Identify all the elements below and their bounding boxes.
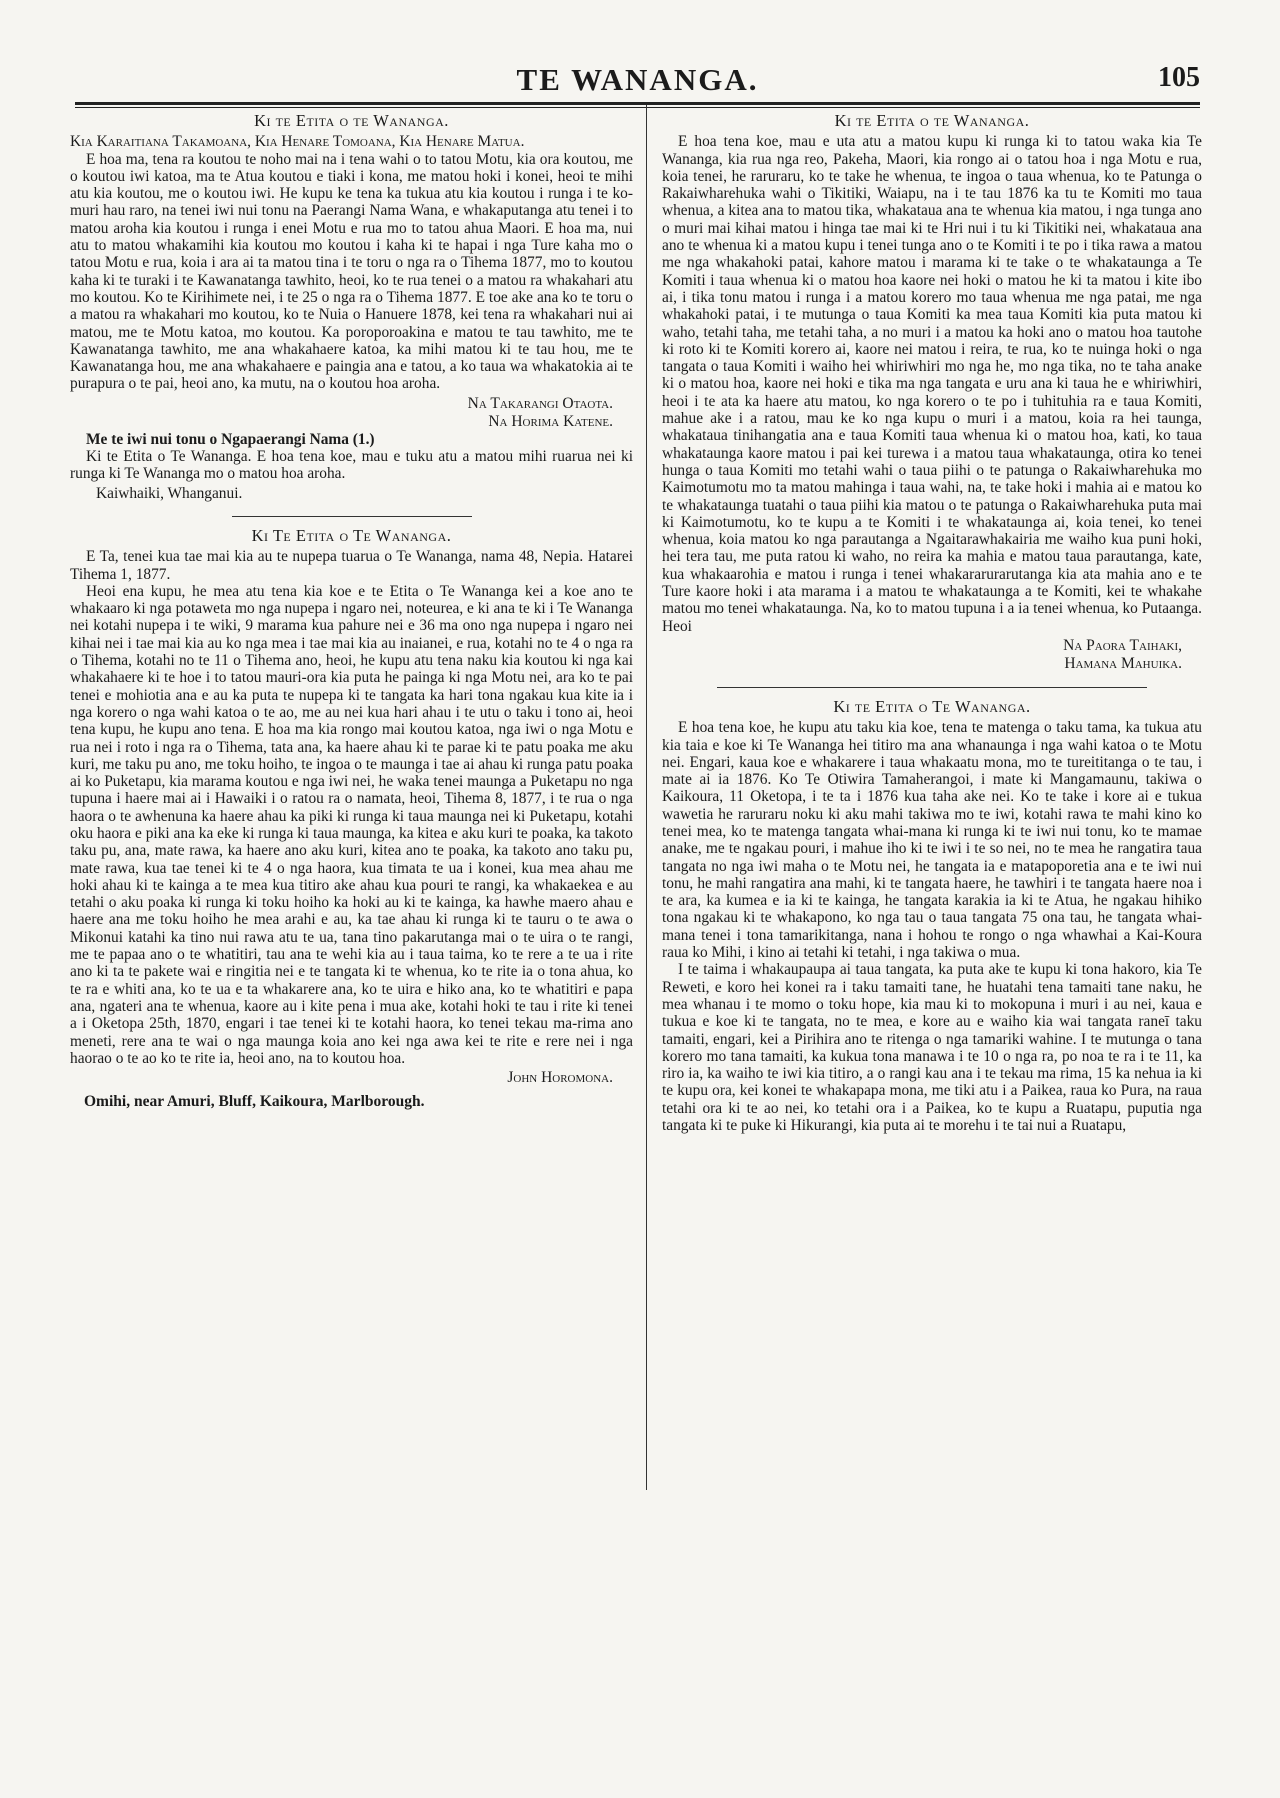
letter-body: E hoa tena koe, he kupu atu taku kia koe, tena te matenga o taku tama, ka tukua atu kia taia e koe ki Te Wananga hei titiro ma ana whanaunga i nga wahi katoa o te Motu nei. Engari, kaua koe e whakarere i taua whakaatu mona, mo te tureititanga o te tau, i mate ai ia 1876. Ko Te Otiwira Tamaherangoi, i mate ki Mangamaunu, takiwa o Kaikoura, 11 Oketopa, i te ta i 1876 kua taha ake nei. Ko te take i kore ai e tukua wawetia he raruraru noku ki aku mahi takiwa mo te iwi, kotahi rawa te mahi kino ko tenei mea, ko te matenga tangata whai-mana ki runga ki te iwi nui tonu, ko te mamae anake, me te ngakau pouri, i mahue iho ki te iwi i te so nei, no te mea he rangatira taua tangata no nga iwi maha o te Motu nei, he tangata ia e matapoporetia ana e te iwi nui tonu, he mahi rangatira ana mahi, ki te tangata haere, he tawhiri i te tangata haere noa i te ara, ka kumea e ia ki te kainga, he tangata karakia ia ki te Atua, he ngakau hihiko tona ngakau ki te whakapono, ko nga tau o taua tangata 75 ona tau, he tangata whai-mana tenei i tona tamarikitanga, nana i hohou te rongo o nga whawhai a Kai-Koura raua ko Mihi, i kino ai tetahi ki tetahi, i nga takiwa o mua. [662, 719, 1202, 962]
letter-signature: John Horomona. [507, 1069, 613, 1087]
signature-line: Na Paora Taihaki, [1063, 636, 1182, 654]
letter-heading: Ki te Etita o te Wananga. [834, 111, 1030, 130]
section-separator [232, 516, 472, 517]
letter-intro: E Ta, tenei kua tae mai kia au te nupepa tuarua o Te Wananga, nama 48, Nepia. Hatarei Tihema 1, 1877. [70, 548, 633, 583]
letter-postscript: Ki te Etita o Te Wananga. E hoa tena koe, mau e tuku atu a matou mihi ruarua nei ki runga ki Te Wananga mo o matou hoa aroha. [70, 448, 633, 483]
newspaper-title: TE WANANGA. [516, 62, 759, 97]
letter-address: Omihi, near Amuri, Bluff, Kaikoura, Marlborough. [84, 1093, 425, 1111]
signature-line: Na Horima Katene. [488, 412, 613, 430]
masthead [75, 62, 1200, 100]
right-column [662, 108, 1202, 1134]
letter-heading: Ki Te Etita o Te Wananga. [251, 525, 452, 545]
signature-line: Hamana Mahuika. [1064, 654, 1182, 672]
section-separator [717, 687, 1147, 688]
letter-heading: Ki te Etita o Te Wananga. [833, 696, 1031, 716]
letter-signatures [662, 637, 1182, 673]
letter-closing: Me te iwi nui tonu o Ngapaerangi Nama (1.) [86, 430, 375, 448]
letter-salutation: Kia Karaitiana Takamoana, Kia Henare Tomoana, Kia Henare Matua. [70, 133, 525, 151]
letter-body: Heoi ena kupu, he mea atu tena kia koe e te Etita o Te Wananga kei a koe ano te whakaaro ki nga potaweta mo nga nupepa i ngaro nei, noteurea, e ki ana te ki i Te Wananga nei kotahi nupepa i te wiki, 9 marama kua pahure nei e 36 ma ono nga nupepa i ngaro nei kihai nei i tae mai kia au ko nga mea i tae mai kia au inaianei, e rua, kotahi no te 4 o nga ra o Tihema, kotahi no te 11 o Tihema ano, heoi, he kupu atu tena naku kia koutou ki nga kai whakahaere ki te hoe i to tatou mauri-ora kia puta he painga ki nga Motu nei, ara ko te pai tenei e mohiotia ana e au ka puta te nupepa ki te tangata ka hari tona ngakau kua kite ia i nga korero o nga wahi katoa o te ao, me au nei kua hari ahau i te utu o taku i tono ai, heoi tena kupu, he kupu ano tena. E hoa ma kia rongo mai koutou katoa, nga iwi o nga Motu e rua nei i roto i nga ra o Tihema, tata ana, ka haere ahau ki te parae ki te patu poaka me aku kuri, me taku pu ano, me toku hoiho, te ingoa o te maunga i tae ai ahau ki runga patu poaka ai ko Puketapu, kia marama koutou e nga iwi nei, he waka tenei maunga a Puketapu no nga tupuna i haere mai ai i Hawaiki i o ratou ra o namata, heoi, Tihema 8, 1877, i te rua o nga haora o te awhenuna ka haere ahau ka piki ki runga ki taua maunga nei ki Puketapu, kotahi oku haora e piki ana ka eke ki runga ki taua maunga, ka kitea e aku kuri te poaka, ka takoto taku pu, ana, mate rawa, ka haere ano aku kuri, kitea ano te poaka, ka takoto ano taku pu, mate rawa, kua tae tenei ki te 4 o nga haora, kua timata te ua i konei, kua mea ahau me hoki ahau ki te kainga a te mea kua titiro ake ahau kua pouri te rangi, ka whakaekea e au tetahi o aku poaka ki runga ki toku hoiho ka hoki au ki te kainga, ka hawhe maero ahau e haere ana me toku hoiho he mea arahi e au, ka tae ahau ki runga ki te tauru o te awa o Mikonui katahi ka tino nui rawa atu te ua, tana tino pakarutanga mai o te uira o te rangi, me te papaa ano o te whatitiri, tau ana te wehi kia au i taua taima, ko te rere a te ua i rite ano ki ta te pakete wai e ringitia nei e te tangata ki te whenua, ko te rite ia o tona ahua, ko te ra e whiti ana, ko te ua e ta whakarere ana, ko te uira e hiko ana, ko te whatitiri e papa ana, ngateri ana te whenua, kaore au i kite pena i mua ake, kotahi hoki te tau i rite ki tenei a i Oketopa 25th, 1870, engari i tae tenei ki te kotahi haora, ko tenei tekau ma-rima ano meneti, rere ana te wai o nga maunga koia ano kei nga awa kei te rite e rere nei i nga haorao o te ao ko te rite ia, heoi ano, na to koutou hoa. [70, 582, 633, 1067]
page-number: 105 [1158, 62, 1200, 93]
column-divider [646, 105, 647, 1490]
letter-place: Kaiwhaiki, Whanganui. [96, 484, 243, 502]
letter-body: E hoa tena koe, mau e uta atu a matou kupu ki runga ki to tatou waka kia Te Wananga, kia rua nga reo, Pakeha, Maori, kia rongo ai o tatou hoa i nga Motu e rua, koia tenei, he raruraru, ko te take he whenua, te ingoa o taua whenua, ko te Patunga o Rakaiwharehuka wahi o Tikitiki, Waiapu, na i te tau 1876 ka tu te Komiti mo taua whenua, a kitea ana to matou tika, whakataua ana te whenua kia matou, i nga tunga ano o muri mai kihai matou i hinga tae mai ki te Hri nui i tu ki Tikitiki nei, whakataua ana ano te whenua ki a matou kupu i tenei tunga ano o te Komiti i te po i tika rawa a matou me nga whakahoki patai, kahore matou i marama ki te take o te whakataunga a Te Komiti i taua whenua ki o matou hoa kaore nei hoki o matou he ki ta matou i kite ibo ai, i tika tonu matou i runga i a matou korero mo taua whenua me nga patai, me nga whakahoki patai, i te mutunga o taua Komiti ka mea taua Komiti kia puta matou ki waho, tetahi taha, me tetahi taha, a no muri i a matou ka hoki ano o matou hoa tautohe ki roto ki te Komiti korero ai, kaore nei matou i reira, te rua, ko te nuinga hoki o nga tangata o taua Komiti i waiho hei whiriwhiri mo nga he, mo nga tika, no te taha anake ki o matou hoa, kaore nei hoki e tika ma nga tangata e uru ana ki taua he e whiriwhiri, heoi i te ata ka haere atu matou, ko nga korero o te po i tuhituhia ra e taua Komiti, mahue ake i a ratou, mau ke ko nga kupu o muri i a matou, koia ra hei taunga, whakataua tinihangatia ana e taua Komiti taua whenua ki o matou hoa, kati, ko taua whakataunga kaore matou i pai kei turewa i a matou taua whakataunga, otira ko tenei hunga o taua Komiti mo tetahi wahi o taua piihi o te patunga o Rakaiwharehuka mo Kaimotumotu mo ta matou mahinga i taua wahi, na, te take hoki i mahia ai e matou ko te whakataunga tuatahi o taua piihi kia matou o te patunga o Rakaiwharehuka puta mai ki Kaimotumotu, ko te kupu a te Komiti i te whakataunga ai, koia tenei, ko tenei whenua, koia matou ko nga parautanga a Ngaitarawhakairia me waiho kua puni hoki, hei tera tau, me puta ratou ki waho, no reira ka mahia e matou taua parautanga, kate, kua whakaarohia e matou i runga i tenei whakararurarutanga kia ata mahia ano e te Ture kaore hoki i ata marama i a matou te whakataunga a te Komiti, kei te whakahe matou mo tenei whakataunga. Na, ko to matou tupuna i a ia tenei whenua, ko Putaanga. Heoi [662, 133, 1202, 635]
letter-body: E hoa ma, tena ra koutou te noho mai na i tena wahi o to tatou Motu, kia ora koutou, me o koutou iwi katoa, ma te Atua koutou e tiaki i kona, me matou hoki i konei, heoi te mihi atu kia koutou, me o koutou iwi. He kupu ke tena ka tukua atu kia koutou i runga i te ko-muri hau raro, na tenei iwi nui tonu na Paerangi Nama Wana, e whakaputanga atu tenei i to matou aroha kia koutou i runga i enei Motu e rua mo to tatou ahua Maori. E hoa ma, nui atu to matou whakamihi kia koutou mo koutou i kaha ki te hapai i nga Ture kaha mo o tatou Motu e rua, koia i ara ai ta matou tina i te toru o nga ra o Tihema 1877, mo to koutou kaha ki te turaki i te Kawanatanga tawhito, heoi, ko te rua tenei o a matou ra whakahari atu mo koutou. Ko te Kirihimete nei, i te 25 o nga ra o Tihema 1877. E toe ake ana ko te toru o a matou ra whakahari mo koutou, ko te Nuia o Hanuere 1878, kei tena ra whakahari nui ai matou, me te Motu katoa, mo koutou. Ka poroporoakina e matou te tau tawhito, me te Kawanatanga tawhito, me ana whakahaere katoa, ka mihi matou ki te tau hou, me te Kawanatanga hou, me ana whakahaere e paingia ana e tatou, a ko taua wa whakatokia ai te purapura o te pai, heoi ano, ka mutu, na o koutou hoa aroha. [70, 150, 633, 393]
letter-body: I te taima i whakaupaupa ai taua tangata, ka puta ake te kupu ki tona hakoro, kia Te Reweti, e koro hei konei ra i taku tamaiti tane, he huatahi tena tamaiti tane naku, he mea whanau i te momo o toku hope, kia mau ki to mokopuna i muri i au nei, kaua e tukua e koe ki te tangata, no te mea, e kore au e waiho kia wai tangata raneī taku tamaiti, engari, kei a Pirihira ano te ritenga o nga tamariki wahine. I te mutunga o tana korero mo tana tamaiti, ka kukua tona manawa i te 10 o nga ra, po noa te ra i te 11, ka riro ia, ka waiho te iwi kia titiro, a o rangi kau ana i te tekau ma rima, 15 ka nehua ia ki te kupu ora, kei konei te whakapapa mona, me tiki atu i a Paikea, raua ko Pura, na raua tetahi ora ki te ao nei, ko tetahi ora i a Paikea, ko te kupu a Ruatapu, puputia nga tangata ki te puke ki Hikurangi, kia puta ai te morehu i te tai nui a Ruatapu, [662, 961, 1202, 1135]
letter-heading: Ki te Etita o te Wananga. [254, 111, 449, 130]
left-column [70, 108, 633, 1110]
letter-signatures [70, 395, 613, 431]
signature-line: Na Takarangi Otaota. [467, 394, 613, 412]
